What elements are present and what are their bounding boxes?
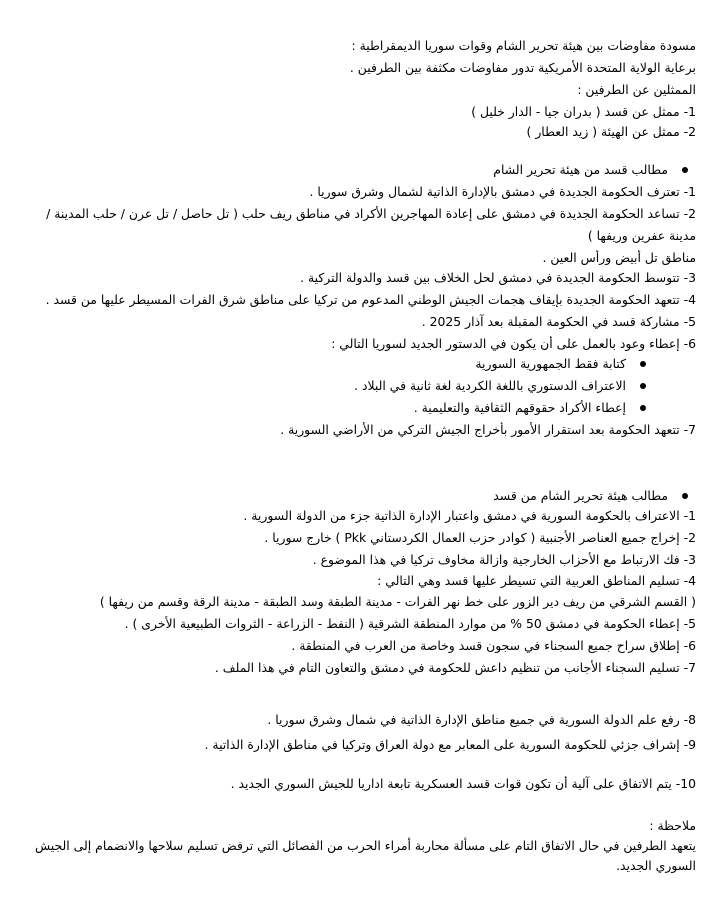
sub-list-item: كتابة فقط الجمهورية السورية: [475, 356, 626, 371]
list-item: 1- الاعتراف بالحكومة السورية في دمشق واعتبار الإدارة الذاتية جزء من الدولة السورية .: [243, 508, 696, 523]
intro-line: 1- ممثل عن قسد ( بدران جيا - الدار خليل ): [471, 104, 696, 119]
bullet-icon: [640, 405, 646, 411]
list-item: ( القسم الشرقي من ريف دير الزور على خط نهر الفرات - مدينة الطبقة وسد الطبقة - مدينة الرقة وقسم من ريفها ): [99, 594, 696, 609]
list-item: مناطق تل أبيض ورأس العين .: [542, 250, 696, 265]
list-item: 3- تتوسط الحكومة الجديدة في دمشق لحل الخلاف بين قسد والدولة التركية .: [300, 270, 696, 285]
document-title: مسودة مفاوضات بين هيئة تحرير الشام وقوات سوريا الديمقراطية :: [351, 38, 696, 53]
list-item: 10- يتم الاتفاق على آلية أن تكون قوات قسد العسكرية تابعة اداريا للجيش السوري الجديد .: [230, 776, 696, 791]
list-item: 2- إخراج جميع العناصر الأجنبية ( كوادر حزب العمال الكردستاني Pkk ) خارج سوريا .: [264, 530, 696, 545]
list-item: 6- إعطاء وعود بالعمل على أن يكون في الدستور الجديد لسوريا التالي :: [331, 336, 696, 351]
list-item: 5- إعطاء الحكومة في دمشق 50 % من موارد المنطقة الشرقية ( النفط - الزراعة - الثروات الطبيعية الأخرى ) .: [124, 616, 696, 631]
intro-line: 2- ممثل عن الهيئة ( زيد العطار ): [526, 124, 696, 139]
list-item: 5- مشاركة قسد في الحكومة المقبلة بعد آذار 2025 .: [421, 314, 696, 329]
intro-line: برعاية الولاية المتحدة الأمريكية تدور مفاوضات مكثفة بين الطرفين .: [349, 60, 696, 75]
note-label: ملاحظة :: [649, 818, 696, 833]
list-item: 9- إشراف جزئي للحكومة السورية على المعابر مع دولة العراق وتركيا في مناطق الإدارة الذاتية .: [204, 737, 696, 752]
list-item: 1- تعترف الحكومة الجديدة في دمشق بالإدارة الذاتية لشمال وشرق سوريا .: [309, 184, 696, 199]
section-heading: مطالب قسد من هيئة تحرير الشام: [493, 162, 668, 177]
list-item: 3- فك الارتباط مع الأحزاب الخارجية وازالة مخاوف تركيا في هذا الموضوع .: [312, 552, 696, 567]
list-item: 7- تتعهد الحكومة بعد استقرار الأمور بأخراج الجيش التركي من الأراضي السورية .: [280, 422, 696, 437]
list-item: 8- رفع علم الدولة السورية في جميع مناطق الإدارة الذاتية في شمال وشرق سوريا .: [267, 712, 696, 727]
note-text: يتعهد الطرفين في حال الاتفاق التام على مسألة محاربة أمراء الحرب من الفصائل التي ترفض تسليم سلاحها والانضمام إلى الجيش السوري الجديد.: [34, 838, 696, 873]
list-item: 2- تساعد الحكومة الجديدة في دمشق على إعادة المهاجرين الأكراد في مناطق ريف حلب ( تل حاصل / تل عرن / حلب المدينة /: [46, 206, 696, 221]
intro-line: الممثلين عن الطرفين :: [577, 82, 696, 97]
bullet-icon: [682, 493, 688, 499]
sub-list-item: إعطاء الأكراد حقوقهم الثقافية والتعليمية .: [413, 400, 626, 415]
list-item: 6- إطلاق سراح جميع السجناء في سجون قسد وخاصة من العرب في المنطقة .: [291, 638, 696, 653]
section-heading: مطالب هيئة تحرير الشام من قسد: [493, 488, 668, 503]
list-item: 7- تسليم السجناء الأجانب من تنظيم داعش للحكومة في دمشق والتعاون التام في هذا الملف .: [214, 660, 696, 675]
list-item: مدينة عفرين وريفها ): [587, 228, 696, 243]
list-item: 4- تسليم المناطق العربية التي تسيطر عليها قسد وهي التالي :: [377, 573, 696, 588]
sub-list-item: الاعتراف الدستوري باللغة الكردية لغة ثانية في البلاد .: [354, 378, 626, 393]
list-item: 4- تتعهد الحكومة الجديدة بإيقاف هجمات الجيش الوطني المدعوم من تركيا على مناطق شرق الفرات المسيطر عليها من قسد .: [45, 292, 696, 307]
bullet-icon: [682, 167, 688, 173]
bullet-icon: [640, 383, 646, 389]
bullet-icon: [640, 361, 646, 367]
